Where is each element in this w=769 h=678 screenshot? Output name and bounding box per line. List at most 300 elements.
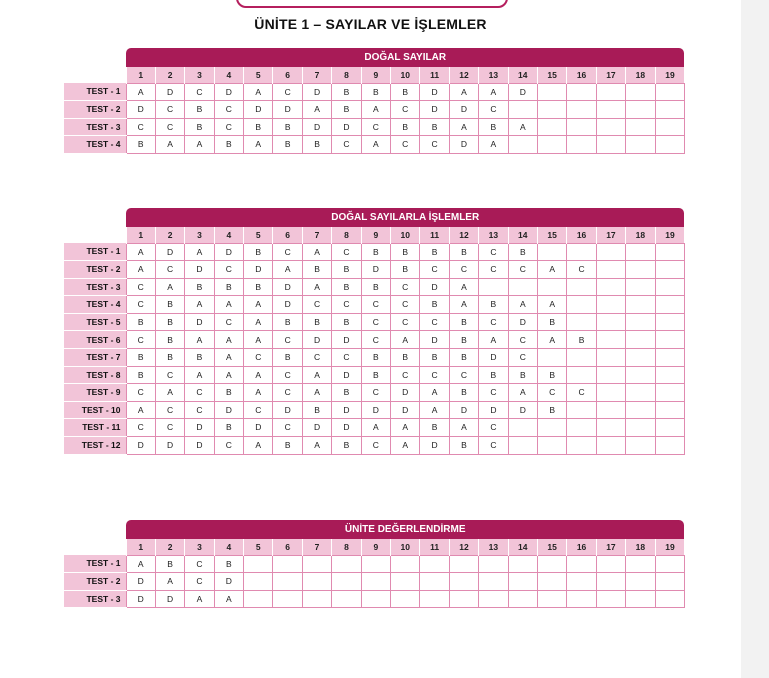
answer-cell: A [273,261,302,279]
answer-cell: C [508,261,537,279]
answer-cell: C [126,296,155,314]
answer-cell: C [185,573,214,591]
answer-cell [655,118,684,136]
answer-cell [508,437,537,455]
section-title: DOĞAL SAYILARLA İŞLEMLER [126,208,684,227]
answer-cell: D [273,296,302,314]
answer-cell [626,349,655,367]
answer-cell [626,118,655,136]
header-spacer [64,539,126,555]
question-number: 14 [508,67,537,83]
answer-cell [655,590,684,608]
question-number: 9 [361,539,390,555]
test-row [64,331,684,349]
answer-cell [420,555,449,573]
answer-cell: D [155,590,184,608]
answer-cell: B [302,261,331,279]
test-row [64,384,684,402]
answer-cell [391,590,420,608]
answer-cell [479,590,508,608]
answer-cell: A [391,437,420,455]
answer-cell: C [185,384,214,402]
answer-cell [567,101,596,119]
answer-cell [537,136,566,154]
question-number: 7 [302,227,331,243]
answer-cell [567,313,596,331]
answer-cell [508,278,537,296]
answer-cell: C [155,366,184,384]
answer-cell [596,118,625,136]
question-number: 16 [567,67,596,83]
answer-cell: A [449,118,478,136]
answer-cell: B [185,118,214,136]
answer-cell: B [273,118,302,136]
answer-cell: C [155,101,184,119]
answer-cell: B [155,349,184,367]
answer-cell: C [391,136,420,154]
answer-cell: C [420,366,449,384]
test-label: TEST - 3 [64,278,126,296]
question-number: 10 [391,227,420,243]
answer-cell: B [155,555,184,573]
answer-cell [626,313,655,331]
answer-cell: B [449,349,478,367]
test-row [64,401,684,419]
answer-cell [567,136,596,154]
answer-cell: B [391,349,420,367]
answer-cell: C [214,437,243,455]
question-number: 13 [479,67,508,83]
answer-cell: C [391,296,420,314]
question-number-row [64,67,684,83]
answer-cell: D [126,590,155,608]
answer-cell: D [420,101,449,119]
test-row [64,296,684,314]
answer-cell: D [185,261,214,279]
test-label: TEST - 10 [64,401,126,419]
page-title: ÜNİTE 1 – SAYILAR VE İŞLEMLER [254,16,487,32]
question-number: 1 [126,539,155,555]
test-label: TEST - 11 [64,419,126,437]
answer-cell: C [273,419,302,437]
test-label: TEST - 9 [64,384,126,402]
answer-cell [361,573,390,591]
answer-cell [567,296,596,314]
answer-cell: B [126,313,155,331]
answer-cell [244,573,273,591]
answer-cell [596,555,625,573]
question-number: 10 [391,539,420,555]
answer-cell: B [449,243,478,261]
answer-cell: B [273,349,302,367]
test-row [64,83,684,101]
answer-cell: C [391,366,420,384]
answer-cell: B [332,384,361,402]
answer-cell: D [126,573,155,591]
answer-cell: C [214,118,243,136]
answer-cell: C [361,296,390,314]
answer-cell: C [449,261,478,279]
answer-cell: C [361,437,390,455]
answer-cell [596,278,625,296]
answer-cell [626,401,655,419]
question-number: 1 [126,67,155,83]
answer-cell: A [302,278,331,296]
question-number: 11 [420,227,449,243]
answer-cell: C [508,331,537,349]
answer-cell: B [537,366,566,384]
test-row [64,590,684,608]
answer-cell [273,573,302,591]
answer-cell: D [214,243,243,261]
answer-cell [655,349,684,367]
answer-cell [626,296,655,314]
answer-cell: A [244,313,273,331]
answer-cell: A [155,573,184,591]
answer-cell: D [449,101,478,119]
question-number: 17 [596,227,625,243]
question-number: 13 [479,227,508,243]
answer-cell [596,590,625,608]
question-number: 17 [596,539,625,555]
answer-cell [537,118,566,136]
section-banner-row [64,48,684,67]
answer-table-unite-degerlendirme [64,520,685,608]
answer-cell: C [273,384,302,402]
answer-cell [655,384,684,402]
question-number: 16 [567,539,596,555]
answer-cell [596,366,625,384]
answer-cell [596,349,625,367]
answer-cell [567,118,596,136]
answer-cell: A [537,261,566,279]
answer-cell: A [449,278,478,296]
answer-cell [302,590,331,608]
answer-cell: B [273,136,302,154]
section-banner-row [64,520,684,539]
banner-spacer [64,520,126,539]
answer-cell [537,243,566,261]
answer-cell: B [391,118,420,136]
answer-cell: C [185,83,214,101]
answer-cell: B [332,313,361,331]
answer-cell [567,366,596,384]
answer-cell [655,366,684,384]
answer-cell [273,555,302,573]
answer-cell: D [126,437,155,455]
answer-cell: B [244,278,273,296]
answer-cell: D [479,401,508,419]
question-number: 3 [185,67,214,83]
answer-cell: B [479,366,508,384]
question-number: 14 [508,539,537,555]
answer-cell: A [185,296,214,314]
answer-cell: B [332,278,361,296]
answer-cell: D [302,118,331,136]
top-decoration [236,0,508,8]
question-number: 8 [332,227,361,243]
answer-table-dogal-sayilarla-islemler [64,208,685,455]
answer-cell: B [214,419,243,437]
answer-cell [626,331,655,349]
answer-cell: C [420,136,449,154]
answer-cell: B [391,261,420,279]
answer-cell [626,437,655,455]
answer-cell: B [361,243,390,261]
answer-cell: A [185,331,214,349]
test-row [64,278,684,296]
question-number: 9 [361,227,390,243]
answer-cell: A [214,349,243,367]
answer-cell: C [361,331,390,349]
answer-cell [508,101,537,119]
answer-cell: B [449,313,478,331]
answer-cell [567,590,596,608]
answer-cell: A [155,384,184,402]
answer-cell: A [508,384,537,402]
answer-cell [596,419,625,437]
answer-cell: D [449,401,478,419]
answer-cell: B [332,83,361,101]
answer-cell [567,83,596,101]
answer-cell [626,555,655,573]
answer-cell: C [567,384,596,402]
answer-cell: A [302,366,331,384]
answer-cell [332,555,361,573]
question-number: 18 [626,539,655,555]
answer-cell: A [391,419,420,437]
answer-cell: C [420,313,449,331]
answer-cell: B [126,136,155,154]
answer-cell: C [273,83,302,101]
answer-cell [420,573,449,591]
test-row [64,118,684,136]
question-number: 11 [420,539,449,555]
answer-cell: C [508,349,537,367]
answer-cell: C [126,278,155,296]
answer-cell [596,101,625,119]
answer-cell [537,278,566,296]
question-number: 19 [655,227,684,243]
answer-cell [655,278,684,296]
answer-cell [332,573,361,591]
answer-cell [479,573,508,591]
answer-cell [302,573,331,591]
answer-cell: B [391,243,420,261]
question-number: 5 [244,67,273,83]
answer-cell: B [244,243,273,261]
right-margin-strip [741,0,769,678]
answer-cell: C [126,384,155,402]
section-title: ÜNİTE DEĞERLENDİRME [126,520,684,539]
answer-cell: D [214,83,243,101]
question-number: 6 [273,539,302,555]
test-label: TEST - 5 [64,313,126,331]
answer-cell: A [244,366,273,384]
answer-cell: C [332,296,361,314]
question-number: 8 [332,539,361,555]
answer-cell [655,83,684,101]
answer-cell: C [244,401,273,419]
answer-cell: A [185,243,214,261]
answer-cell [244,590,273,608]
answer-cell [508,136,537,154]
answer-cell: D [155,83,184,101]
test-row [64,349,684,367]
question-number: 10 [391,67,420,83]
question-number: 18 [626,227,655,243]
answer-cell: B [185,101,214,119]
answer-cell: C [361,313,390,331]
answer-cell: C [126,331,155,349]
answer-cell: A [155,278,184,296]
answer-cell: B [361,278,390,296]
answer-cell [655,101,684,119]
answer-cell: D [479,349,508,367]
answer-cell: A [420,384,449,402]
answer-cell: B [214,555,243,573]
question-number: 2 [155,67,184,83]
answer-cell: B [126,366,155,384]
answer-cell: B [332,261,361,279]
answer-cell [332,590,361,608]
answer-cell: B [332,437,361,455]
answer-cell: B [302,401,331,419]
answer-cell: A [537,296,566,314]
answer-cell: C [126,419,155,437]
answer-cell: C [479,313,508,331]
answer-cell: A [214,331,243,349]
question-number: 6 [273,67,302,83]
question-number: 4 [214,227,243,243]
answer-cell [537,555,566,573]
answer-cell [508,419,537,437]
answer-cell: D [244,419,273,437]
answer-cell: C [361,384,390,402]
answer-cell: C [391,101,420,119]
answer-cell: D [391,384,420,402]
answer-cell: B [537,401,566,419]
question-number: 9 [361,67,390,83]
question-number: 4 [214,67,243,83]
answer-cell: D [332,331,361,349]
answer-cell [537,83,566,101]
test-label: TEST - 1 [64,243,126,261]
question-number: 12 [449,539,478,555]
answer-cell: B [479,118,508,136]
answer-cell: D [302,419,331,437]
question-number: 16 [567,227,596,243]
answer-cell [655,401,684,419]
answer-cell: C [391,278,420,296]
answer-cell: D [508,83,537,101]
answer-cell [655,296,684,314]
answer-cell: B [302,313,331,331]
answer-cell: A [185,590,214,608]
answer-cell: B [508,243,537,261]
answer-cell: D [214,401,243,419]
section-banner-row [64,208,684,227]
answer-cell: B [302,136,331,154]
answer-cell: B [273,313,302,331]
answer-cell [626,261,655,279]
answer-cell [567,555,596,573]
answer-cell: B [273,437,302,455]
answer-cell: B [244,118,273,136]
answer-cell [537,101,566,119]
answer-cell: A [126,555,155,573]
answer-cell: C [185,555,214,573]
answer-cell: C [155,261,184,279]
answer-cell: B [449,384,478,402]
question-number: 18 [626,67,655,83]
answer-cell [449,555,478,573]
answer-cell: C [244,349,273,367]
answer-cell: D [302,331,331,349]
answer-cell: A [214,590,243,608]
answer-cell: A [126,401,155,419]
answer-cell: C [391,313,420,331]
answer-cell: B [185,278,214,296]
answer-cell: A [244,384,273,402]
answer-cell: B [508,366,537,384]
answer-cell [567,349,596,367]
answer-cell [596,136,625,154]
answer-cell: D [273,278,302,296]
test-label: TEST - 8 [64,366,126,384]
answer-cell: D [244,101,273,119]
question-number: 3 [185,539,214,555]
question-number: 15 [537,67,566,83]
answer-cell: B [479,296,508,314]
test-label: TEST - 4 [64,136,126,154]
answer-cell: B [449,437,478,455]
answer-cell [391,573,420,591]
answer-cell: C [273,243,302,261]
question-number: 13 [479,539,508,555]
answer-cell [508,590,537,608]
answer-cell: A [391,331,420,349]
question-number: 17 [596,67,625,83]
question-number: 7 [302,67,331,83]
answer-cell [508,555,537,573]
answer-cell [596,384,625,402]
test-label: TEST - 4 [64,296,126,314]
answer-cell [420,590,449,608]
answer-cell [537,349,566,367]
answer-cell: C [155,419,184,437]
answer-cell [479,278,508,296]
answer-cell: A [508,118,537,136]
answer-cell: B [361,366,390,384]
answer-cell [626,243,655,261]
answer-cell: D [391,401,420,419]
answer-cell [655,573,684,591]
test-row [64,243,684,261]
answer-cell [273,590,302,608]
answer-cell: A [214,366,243,384]
answer-cell: D [508,401,537,419]
answer-cell [626,419,655,437]
answer-cell [449,573,478,591]
test-row [64,313,684,331]
answer-cell [626,136,655,154]
question-number-row [64,227,684,243]
test-label: TEST - 1 [64,555,126,573]
test-row [64,437,684,455]
answer-cell: C [479,384,508,402]
question-number: 1 [126,227,155,243]
